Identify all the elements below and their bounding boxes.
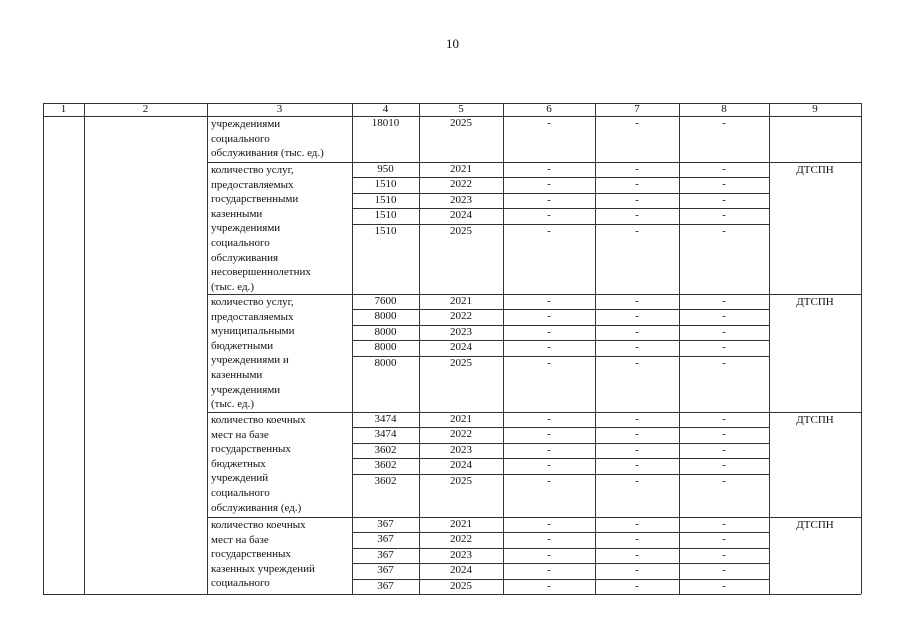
indicator-description-line: учреждениями [211,118,281,130]
executor-cell: ДТСПН [796,519,834,531]
indicator-year: 2022 [450,310,472,323]
indicator-value: 18010 [371,117,400,129]
dash-cell: - [635,533,639,546]
header-cell-9: 9 [812,103,818,115]
indicator-description-line: социального [211,237,270,249]
indicator-year: 2022 [450,533,472,546]
indicator-description-line: мест на базе [211,533,269,546]
indicator-value: 1510 [374,224,397,237]
dash-cell: - [547,413,551,425]
indicator-value: 8000 [374,310,397,323]
indicator-description-line: казенными [211,207,263,220]
dash-cell: - [635,224,639,237]
dash-cell: - [722,548,726,561]
indicator-description-line: предоставляемых [211,310,294,323]
indicator-value: 1510 [374,178,397,191]
dash-cell: - [722,533,726,546]
dash-cell: - [547,474,551,487]
dash-cell: - [547,341,551,354]
executor-cell: ДТСПН [796,414,834,426]
dash-cell: - [635,341,639,354]
column-rule [207,103,208,594]
dash-cell: - [635,413,639,425]
page-number: 10 [446,36,459,51]
dash-cell: - [635,459,639,472]
indicator-value: 8000 [374,341,397,354]
indicator-value: 367 [377,579,394,592]
indicator-description-line: предоставляемых [211,178,294,191]
indicator-year: 2025 [450,224,472,237]
indicator-value: 1510 [374,209,397,222]
indicator-description-line: муниципальными [211,325,295,338]
dash-cell: - [722,178,726,191]
indicator-description-line: количество услуг, [211,296,294,308]
dash-cell: - [635,579,639,592]
dash-cell: - [547,193,551,206]
indicator-description-line: учреждений [211,472,269,485]
dash-cell: - [547,564,551,577]
dash-cell: - [635,564,639,577]
dash-cell: - [635,518,639,530]
indicator-year: 2022 [450,178,472,191]
dash-cell: - [722,413,726,425]
dash-cell: - [635,295,639,307]
indicator-value: 3474 [374,428,397,441]
dash-cell: - [547,443,551,456]
indicator-year: 2024 [450,564,472,577]
dash-cell: - [635,117,639,129]
indicator-value: 367 [377,548,394,561]
indicator-value: 367 [377,518,394,530]
indicator-description-line: государственных [211,443,291,456]
header-cell-8: 8 [721,103,727,115]
header-cell-1: 1 [60,103,67,115]
dash-cell: - [547,518,551,530]
indicator-year: 2024 [450,341,472,354]
dash-cell: - [722,579,726,592]
indicator-description-line: казенными [211,369,263,381]
indicator-value: 7600 [374,295,397,307]
indicator-value: 950 [377,163,394,175]
indicator-description-line: учреждениями [211,222,281,235]
indicator-year: 2022 [450,428,472,441]
indicator-value: 3602 [374,474,397,487]
indicator-year: 2023 [450,548,472,561]
indicator-description-line: (тыс. ед.) [211,398,254,411]
dash-cell: - [547,224,551,237]
indicator-value: 3602 [374,459,397,472]
indicator-description-line: обслуживания [211,251,279,264]
indicator-year: 2024 [450,459,472,472]
indicator-description-line: государственных [211,548,291,561]
dash-cell: - [722,310,726,323]
dash-cell: - [722,474,726,487]
indicator-description-line: несовершеннолетних [211,266,311,279]
indicator-description-line: количество услуг, [211,164,294,176]
table-bottom-rule [43,594,861,595]
indicator-value: 8000 [374,356,397,369]
indicator-description-line: государственными [211,193,299,206]
indicator-description-line: социального [211,132,270,145]
indicator-description-line: социального [211,577,270,590]
header-cell-7: 7 [634,103,640,115]
indicator-year: 2025 [450,356,472,369]
executor-cell: ДТСПН [796,296,834,308]
dash-cell: - [635,356,639,369]
dash-cell: - [547,459,551,472]
indicator-value: 8000 [374,325,397,338]
dash-cell: - [635,193,639,206]
indicator-year: 2021 [450,413,472,425]
dash-cell: - [722,295,726,307]
indicator-description-line: количество коечных [211,519,306,531]
column-rule [861,103,862,594]
dash-cell: - [635,163,639,175]
dash-cell: - [722,325,726,338]
indicator-value: 367 [377,533,394,546]
indicator-description-line: (тыс. ед.) [211,280,254,293]
dash-cell: - [722,117,726,129]
dash-cell: - [635,209,639,222]
indicator-description-line: мест на базе [211,428,269,441]
indicator-description-line: казенных учреждений [211,562,315,575]
header-cell-4: 4 [382,103,389,115]
dash-cell: - [547,548,551,561]
column-rule [43,103,44,594]
dash-cell: - [722,443,726,456]
indicator-description-line: учреждениями [211,383,281,396]
dash-cell: - [635,548,639,561]
dash-cell: - [547,310,551,323]
dash-cell: - [635,443,639,456]
header-cell-5: 5 [458,103,464,115]
indicator-description-line: бюджетных [211,457,266,470]
dash-cell: - [547,356,551,369]
dash-cell: - [547,428,551,441]
indicator-value: 1510 [374,193,397,206]
header-cell-3: 3 [276,103,283,115]
dash-cell: - [722,459,726,472]
dash-cell: - [722,428,726,441]
indicator-year: 2023 [450,325,472,338]
column-rule [84,103,85,594]
dash-cell: - [635,474,639,487]
indicator-year: 2025 [450,579,472,592]
indicator-year: 2021 [450,163,472,175]
dash-cell: - [722,341,726,354]
dash-cell: - [635,325,639,338]
indicator-value: 3474 [374,413,397,425]
dash-cell: - [547,209,551,222]
dash-cell: - [722,193,726,206]
dash-cell: - [722,224,726,237]
dash-cell: - [547,325,551,338]
indicator-year: 2024 [450,209,472,222]
dash-cell: - [722,356,726,369]
dash-cell: - [547,295,551,307]
dash-cell: - [635,178,639,191]
indicator-description-line: бюджетными [211,339,274,352]
executor-cell: ДТСПН [796,164,834,176]
dash-cell: - [722,209,726,222]
indicator-year: 2021 [450,518,472,530]
indicator-description-line: социального [211,487,270,499]
dash-cell: - [547,579,551,592]
indicator-description-line: количество коечных [211,414,306,426]
indicator-description-line: обслуживания (тыс. ед.) [211,147,324,160]
dash-cell: - [722,518,726,530]
dash-cell: - [722,564,726,577]
dash-cell: - [722,163,726,175]
dash-cell: - [547,117,551,129]
header-cell-2: 2 [142,103,149,115]
indicator-year: 2025 [450,117,472,129]
indicator-year: 2021 [450,295,472,307]
indicator-year: 2023 [450,443,472,456]
dash-cell: - [547,163,551,175]
indicator-value: 367 [377,564,394,577]
header-cell-6: 6 [546,103,552,115]
dash-cell: - [547,533,551,546]
dash-cell: - [635,428,639,441]
indicator-year: 2023 [450,193,472,206]
indicator-description-line: учреждениями и [211,354,289,367]
dash-cell: - [635,310,639,323]
indicator-description-line: обслуживания (ед.) [211,501,302,514]
dash-cell: - [547,178,551,191]
indicator-year: 2025 [450,474,472,487]
indicator-value: 3602 [374,443,397,456]
